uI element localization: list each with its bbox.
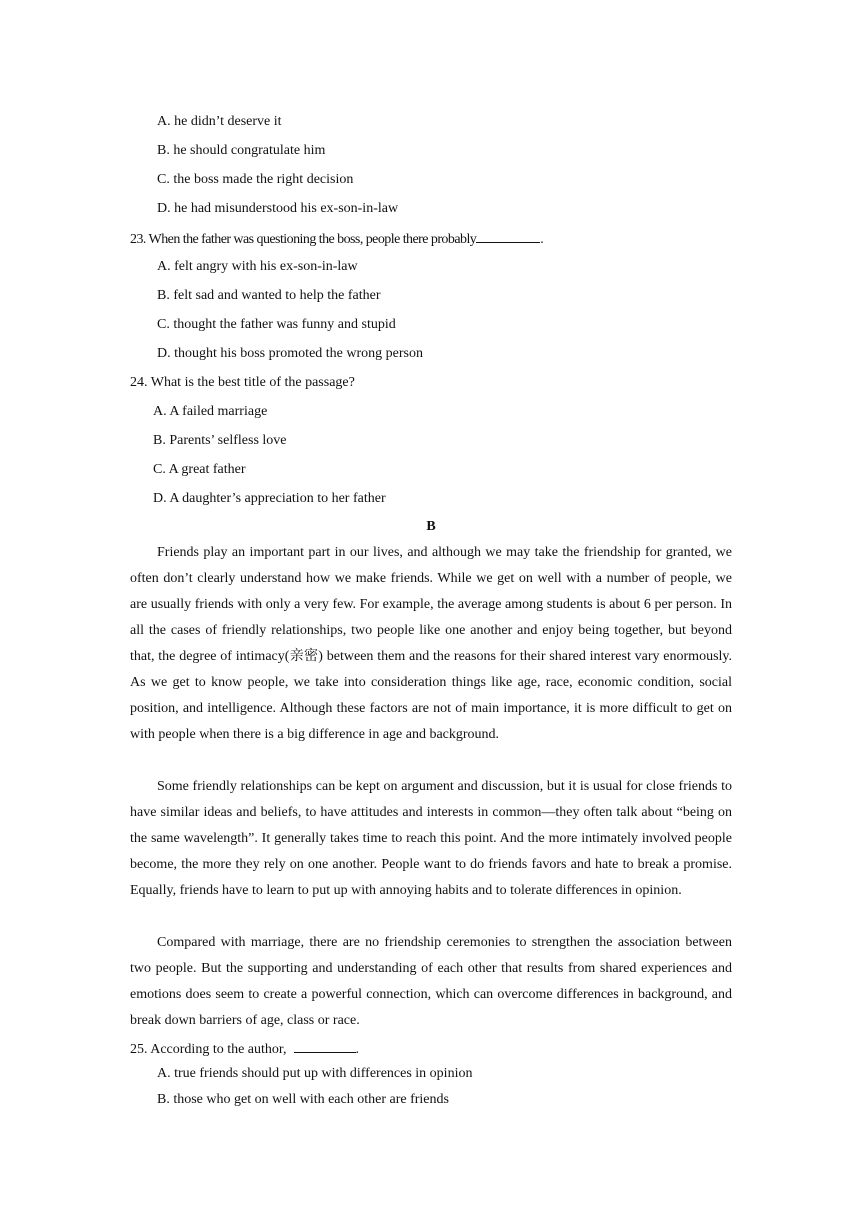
q24-option-c: C. A great father	[153, 462, 246, 477]
q24-question: 24. What is the best title of the passage?	[130, 375, 355, 390]
q23-option-b: B. felt sad and wanted to help the father	[157, 288, 381, 303]
q25-stem: 25. According to the author,	[130, 1042, 287, 1057]
q23-option-d: D. thought his boss promoted the wrong person	[157, 346, 423, 361]
q22-option-b: B. he should congratulate him	[157, 143, 326, 158]
q23-question	[130, 230, 543, 248]
q23-end: .	[540, 232, 544, 247]
q22-option-c: C. the boss made the right decision	[157, 172, 354, 187]
q24-option-b: B. Parents’ selfless love	[153, 433, 287, 448]
q25-option-a: A. true friends should put up with differences in opinion	[157, 1066, 473, 1081]
q23-option-c: C. thought the father was funny and stupid	[157, 317, 396, 332]
q25-option-b: B. those who get on well with each other are friends	[157, 1092, 449, 1107]
passage-paragraph-2: Some friendly relationships can be kept on argument and discussion, but it is usual for close friends to have similar ideas and beliefs, to have attitudes and interests in common—they often talk about “being on the same wavelength”. It generally takes time to reach this point. And the more intimately involved people become, the more they rely on one another. People want to do friends favors and hate to break a promise. Equally, friends have to learn to put up with annoying habits and to tolerate differences in opinion.	[130, 779, 732, 898]
q24-option-a: A. A failed marriage	[153, 404, 268, 419]
passage-paragraph-3: Compared with marriage, there are no friendship ceremonies to strengthen the association between two people. But the supporting and understanding of each other that results from shared experiences and emotions does seem to create a powerful connection, which can overcome differences in background, and break down barriers of age, class or race.	[130, 935, 732, 1028]
q25-end: .	[355, 1042, 360, 1057]
q23-answer-blank	[476, 230, 540, 243]
q24-option-d: D. A daughter’s appreciation to her father	[153, 491, 386, 506]
q25-answer-blank	[294, 1040, 356, 1053]
q25-question	[130, 1040, 359, 1058]
passage-paragraph-1: Friends play an important part in our lives, and although we may take the friendship for granted, we often don’t clearly understand how we make friends. While we get on well with a number of people, we are usually friends with only a very few. For example, the average among students is about 6 per person. In all the cases of friendly relationships, two people like one another and enjoy being together, but beyond that, the degree of intimacy(亲密) between them and the reasons for their shared interest vary enormously. As we get to know people, we take into consideration things like age, race, economic condition, social position, and intelligence. Although these factors are not of main importance, it is more difficult to get on with people when there is a big difference in age and background.	[130, 545, 732, 742]
q23-stem: 23. When the father was questioning the boss, people there probably	[130, 232, 477, 247]
section-heading: B	[426, 519, 436, 534]
q22-option-d: D. he had misunderstood his ex-son-in-law	[157, 201, 399, 216]
q22-option-a: A. he didn’t deserve it	[157, 114, 282, 129]
q23-option-a: A. felt angry with his ex-son-in-law	[157, 259, 358, 274]
